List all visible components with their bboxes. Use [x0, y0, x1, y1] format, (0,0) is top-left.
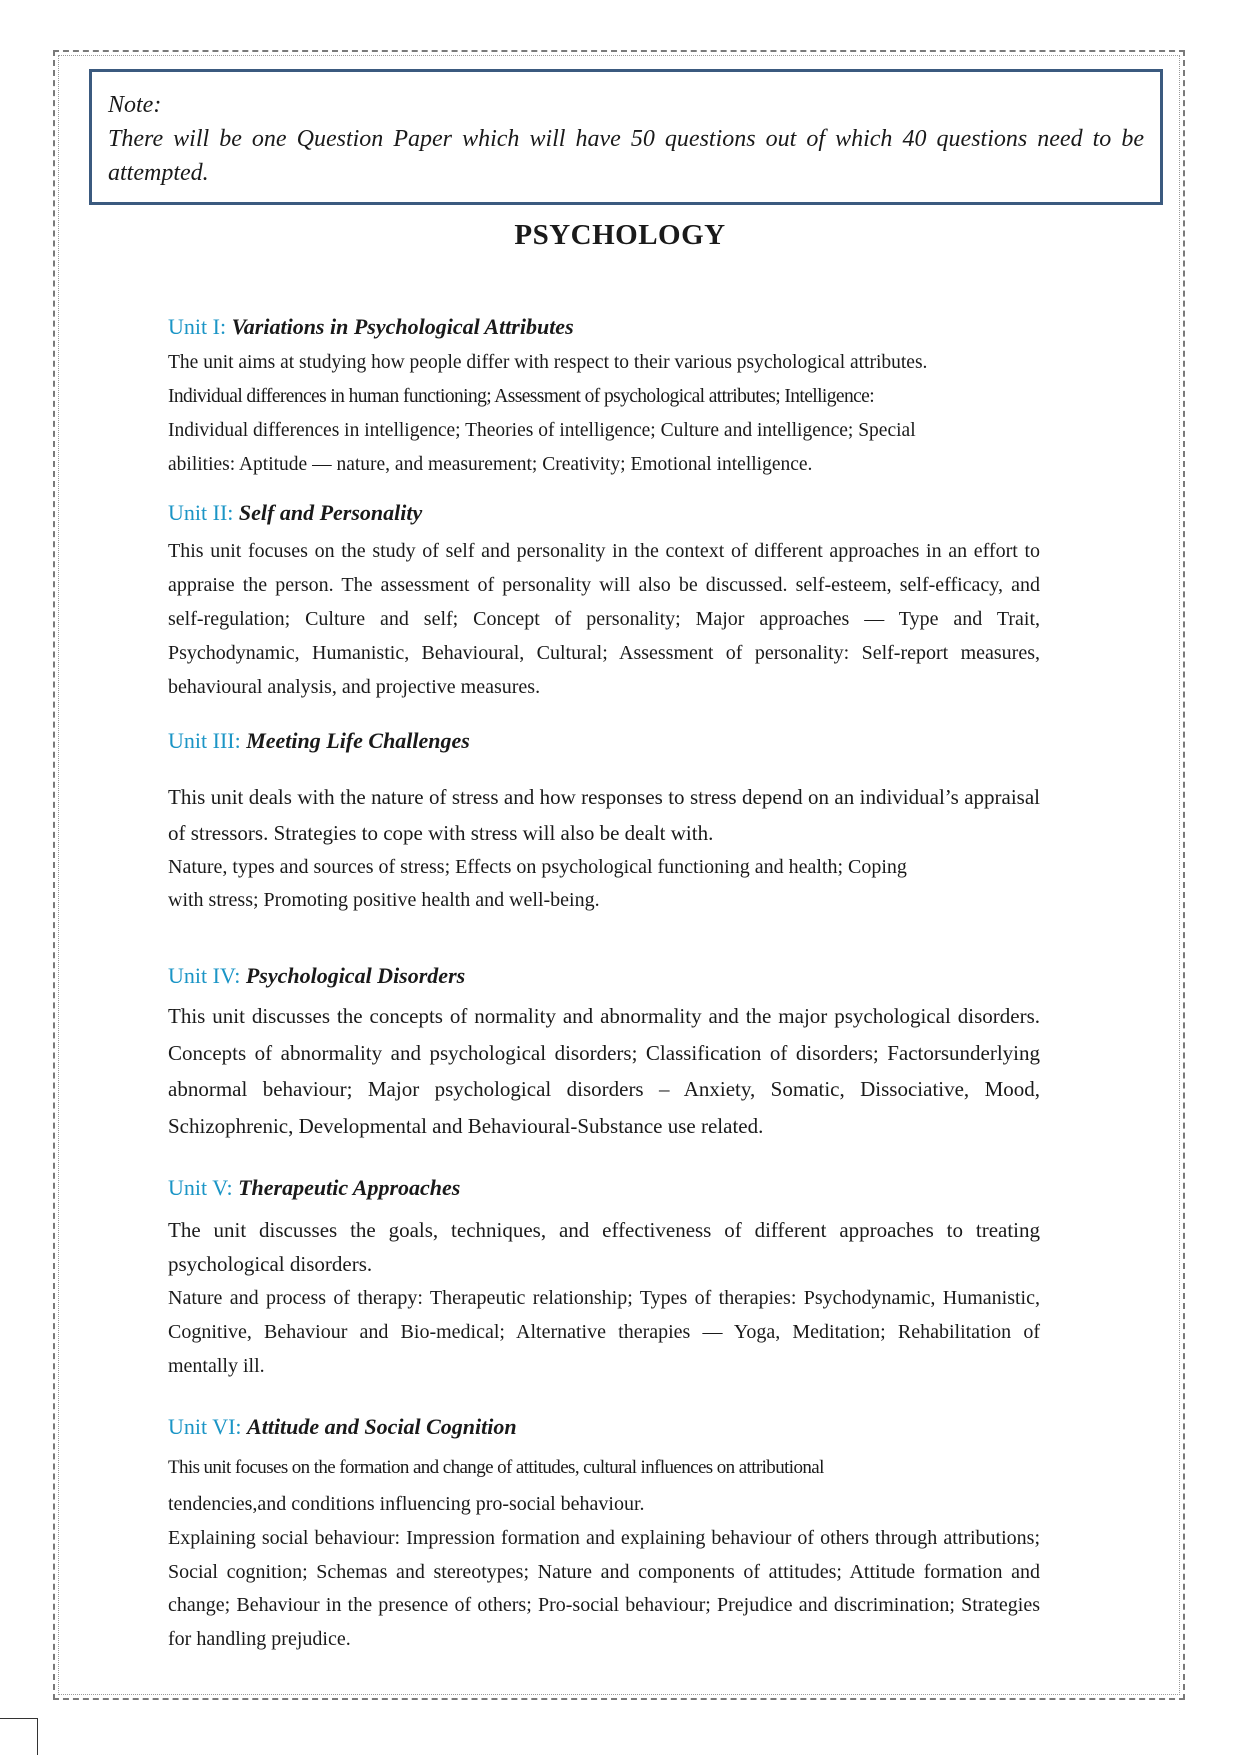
unit-5-paragraph-1: The unit discusses the goals, techniques, and effectiveness of different approaches to treating psychological disorders.	[168, 1218, 1040, 1276]
unit-6-line-1: This unit focuses on the formation and change of attitudes, cultural influences on attributional	[168, 1457, 824, 1478]
unit-1-body	[168, 346, 1040, 482]
unit-3-body	[168, 779, 1040, 917]
unit-1-number: Unit I:	[168, 314, 227, 339]
unit-5-number: Unit V:	[168, 1175, 233, 1200]
unit-5-heading	[168, 1174, 460, 1202]
unit-3-line-3: with stress; Promoting positive health and well-being.	[168, 889, 600, 911]
unit-6-paragraph-2: Explaining social behaviour: Impression formation and explaining behaviour of others through attributions; Social cognition; Schemas and stereotypes; Nature and components of attitudes; Attitude formation and change; Behaviour in the presence of others; Pro-social behaviour; Prejudice and discrimination; Strategies for handling prejudice.	[168, 1527, 1040, 1650]
unit-1-line-1: The unit aims at studying how people differ with respect to their various psychological attributes.	[168, 352, 928, 373]
unit-4-paragraph-1: This unit discusses the concepts of normality and abnormality and the major psychological disorders. Concepts of abnormality and psychological disorders; Classification of disorders; Factorsunderlying abnormal behaviour; Major psychological disorders – Anxiety, Somatic, Dissociative, Mood, Schizophrenic, Developmental and Behavioural-Substance use related.	[168, 1004, 1040, 1138]
unit-2-body	[168, 534, 1040, 704]
unit-5-body	[168, 1213, 1040, 1383]
unit-2-number: Unit II:	[168, 500, 234, 525]
unit-2-heading	[168, 499, 422, 527]
unit-3-title: Meeting Life Challenges	[246, 728, 470, 753]
note-text: There will be one Question Paper which will have 50 questions out of which 40 questions need to be attempted.	[108, 126, 1144, 186]
unit-6-heading	[168, 1413, 517, 1441]
unit-4-title: Psychological Disorders	[245, 963, 466, 988]
unit-5-paragraph-2: Nature and process of therapy: Therapeutic relationship; Types of therapies: Psychodynamic, Humanistic, Cognitive, Behaviour and Bio-medical; Alternative therapies — Yoga, Meditation; Rehabilitation of mentally ill.	[168, 1287, 1040, 1377]
unit-1-line-2: Individual differences in human functioning; Assessment of psychological attributes; Intelligence:	[168, 386, 875, 407]
unit-6-title: Attitude and Social Cognition	[247, 1414, 517, 1439]
unit-3-paragraph-1: This unit deals with the nature of stress and how responses to stress depend on an individual’s appraisal of stressors. Strategies to cope with stress will also be dealt with.	[168, 785, 1040, 845]
unit-2-paragraph-1: This unit focuses on the study of self and personality in the context of different approaches in an effort to appraise the person. The assessment of personality will also be discussed. self-esteem, self-efficacy, and self-regulation; Culture and self; Concept of personality; Major approaches — Type and Trait, Psychodynamic, Humanistic, Behavioural, Cultural; Assessment of personality: Self-report measures, behavioural analysis, and projective measures.	[168, 540, 1040, 698]
unit-1-line-3: Individual differences in intelligence; Theories of intelligence; Culture and intelligence; Special	[168, 420, 916, 441]
unit-4-body	[168, 998, 1040, 1144]
unit-3-line-2: Nature, types and sources of stress; Effects on psychological functioning and health; Coping	[168, 856, 907, 878]
unit-2-title: Self and Personality	[238, 500, 423, 525]
page-corner-mark	[0, 1718, 38, 1755]
unit-5-title: Therapeutic Approaches	[238, 1175, 461, 1200]
unit-6-body	[168, 1450, 1040, 1656]
note-label: Note:	[108, 92, 162, 118]
unit-4-heading	[168, 962, 465, 990]
unit-1-heading	[168, 313, 574, 341]
unit-4-number: Unit IV:	[168, 963, 241, 988]
page-title: PSYCHOLOGY	[514, 219, 726, 251]
unit-1-line-4: abilities: Aptitude — nature, and measurement; Creativity; Emotional intelligence.	[168, 454, 813, 475]
unit-3-heading	[168, 727, 470, 755]
unit-3-number: Unit III:	[168, 728, 241, 753]
unit-1-title: Variations in Psychological Attributes	[231, 314, 574, 339]
note-box	[89, 69, 1163, 205]
unit-6-number: Unit VI:	[168, 1414, 242, 1439]
unit-6-line-2: tendencies,and conditions influencing pro-social behaviour.	[168, 1493, 645, 1515]
